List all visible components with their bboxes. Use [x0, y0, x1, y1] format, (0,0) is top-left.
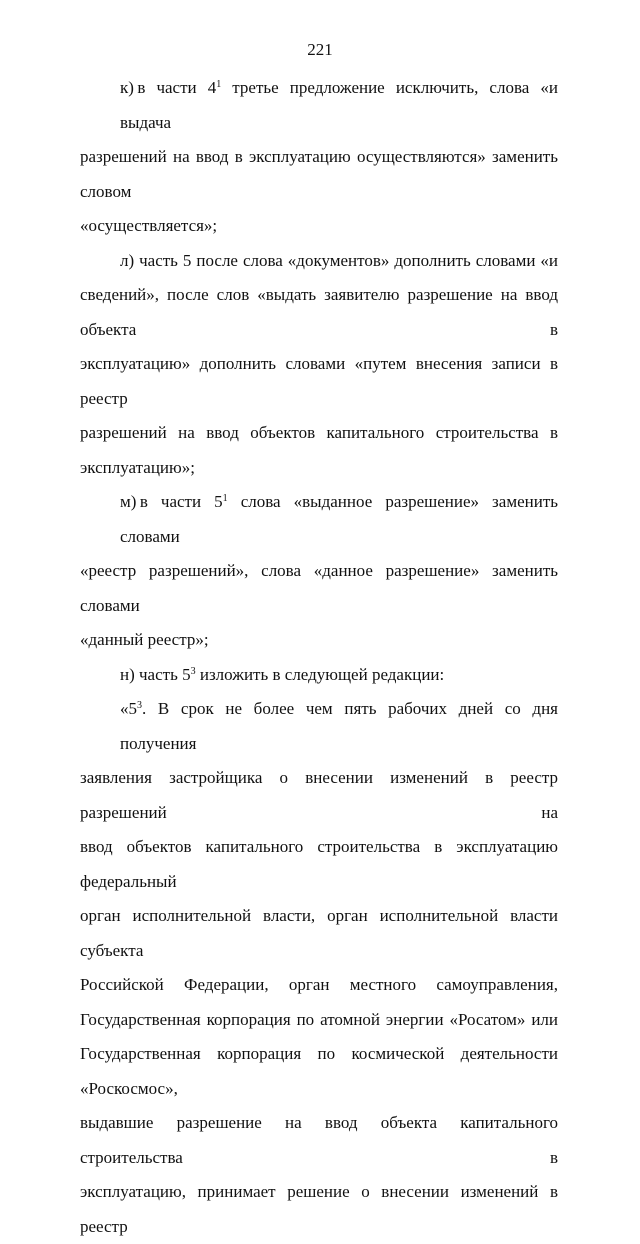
- text-run: . В срок не более чем пять рабочих дней со дня получения: [120, 699, 558, 753]
- text-run: Российской Федерации, орган местного самоуправления,: [80, 975, 558, 994]
- text-line: [80, 278, 558, 347]
- text-line: [80, 1106, 558, 1175]
- paragraph-n: [80, 658, 558, 693]
- text-line: [80, 485, 558, 554]
- text-line: [80, 1003, 558, 1038]
- text-run: л) часть 5 после слова «документов» дополнить словами «и: [120, 250, 558, 270]
- text-line: [80, 1037, 558, 1106]
- text-line: [80, 140, 558, 209]
- text-line: [80, 968, 558, 1003]
- text-run: м) в части 5: [120, 492, 223, 511]
- text-line: [80, 451, 558, 486]
- text-run: разрешений на ввод в эксплуатацию осуществляются» заменить словом: [80, 147, 558, 201]
- text-line: [80, 416, 558, 451]
- paragraph-l: [80, 244, 558, 486]
- superscript: 3: [190, 665, 196, 677]
- superscript: 3: [137, 700, 142, 711]
- text-run: орган исполнительной власти, орган исполнительной власти субъекта: [80, 906, 558, 960]
- text-line: [80, 209, 558, 244]
- text-run: заявления застройщика о внесении изменений в реестр разрешений на: [80, 768, 558, 822]
- text-run: Государственная корпорация по космической деятельности «Роскосмос»,: [80, 1044, 558, 1098]
- text-line: [80, 623, 558, 658]
- text-run: ввод объектов капитального строительства в эксплуатацию федеральный: [80, 837, 558, 891]
- text-run: «осуществляется»;: [80, 216, 218, 235]
- document-body: [80, 71, 558, 1244]
- text-run: эксплуатацию, принимает решение о внесении изменений в реестр: [80, 1182, 558, 1236]
- text-run: изложить в следующей редакции:: [195, 664, 445, 684]
- text-line: [80, 1175, 558, 1244]
- text-line: [80, 899, 558, 968]
- text-run: эксплуатацию» дополнить словами «путем внесения записи в реестр: [80, 354, 558, 408]
- text-line: [80, 692, 558, 761]
- text-run: разрешений на ввод объектов капитального строительства в: [80, 423, 558, 442]
- paragraph-quote: [80, 692, 558, 1244]
- text-run: «5: [120, 699, 137, 718]
- text-run: «реестр разрешений», слова «данное разрешение» заменить словами: [80, 561, 558, 615]
- text-run: Государственная корпорация по атомной энергии «Росатом» или: [80, 1009, 558, 1029]
- text-line: [80, 761, 558, 830]
- text-run: третье предложение исключить, слова «и выдача: [120, 78, 558, 132]
- text-run: «данный реестр»;: [80, 630, 209, 649]
- text-run: н) часть 5: [120, 664, 191, 684]
- text-line: [80, 244, 558, 279]
- text-run: сведений», после слов «выдать заявителю разрешение на ввод объекта в: [80, 285, 558, 339]
- text-run: слова «выданное разрешение» заменить словами: [120, 492, 558, 546]
- text-run: к) в части 4: [120, 78, 217, 97]
- text-line: [80, 658, 558, 693]
- text-line: [80, 71, 558, 140]
- superscript: 1: [216, 79, 222, 90]
- text-line: [80, 830, 558, 899]
- paragraph-m: [80, 485, 558, 658]
- superscript: 1: [222, 493, 228, 504]
- page-number: 221: [307, 40, 333, 59]
- text-line: [80, 347, 558, 416]
- paragraph-k: [80, 71, 558, 244]
- text-run: выдавшие разрешение на ввод объекта капитального строительства в: [80, 1113, 558, 1167]
- text-run: эксплуатацию»;: [80, 457, 195, 477]
- text-line: [80, 554, 558, 623]
